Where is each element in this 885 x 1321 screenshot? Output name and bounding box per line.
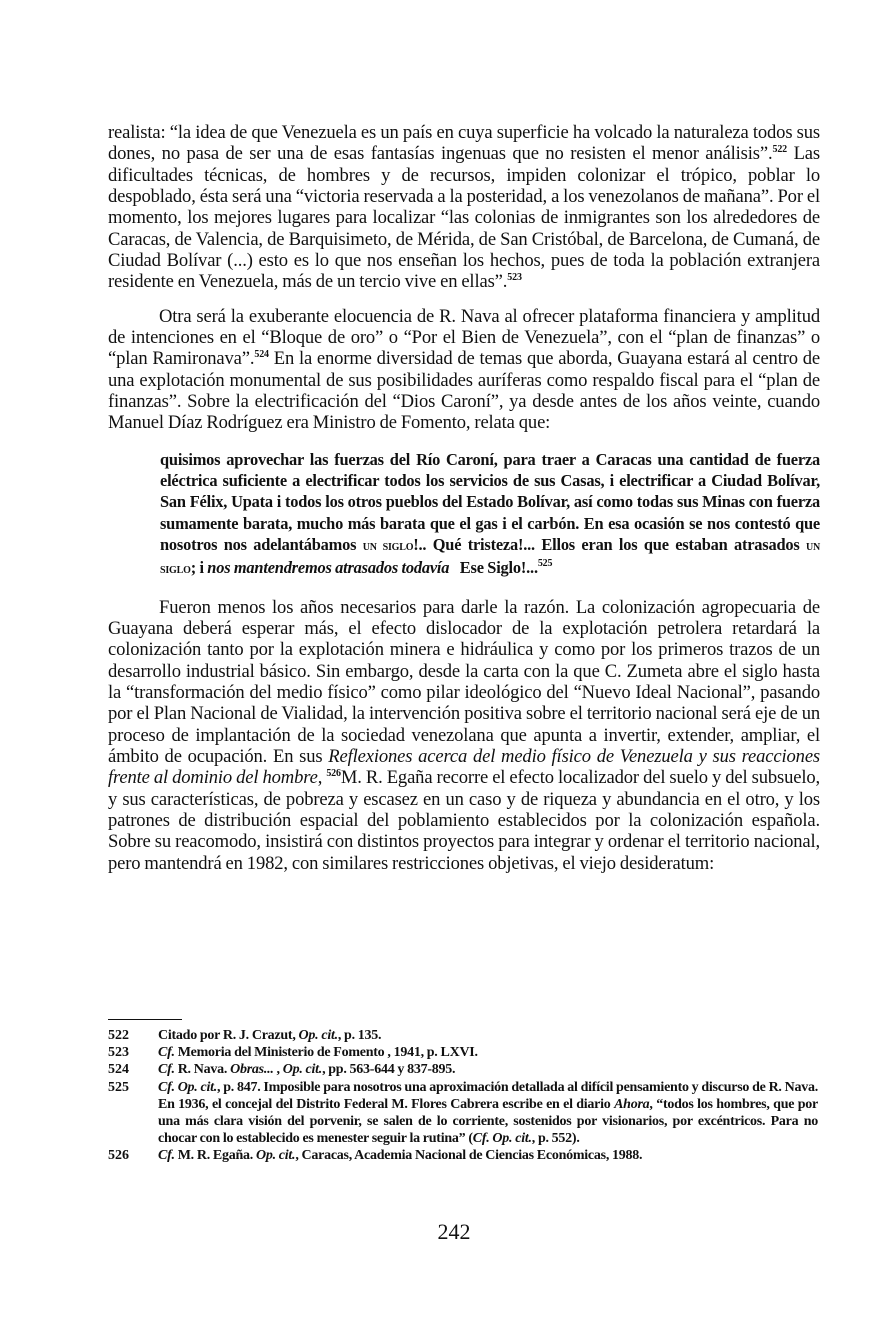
footnote-text: Cf. M. R. Egaña. Op. cit., Caracas, Academia Nacional de Ciencias Económicas, 1988. bbox=[158, 1148, 643, 1164]
paragraph-text: realista: “la idea de que Venezuela es un país en cuya superficie ha volcado la naturaleza todos sus dones, no pasa de ser una de esas fantasías ingenuas que no resisten el menor análisis”. bbox=[108, 122, 820, 165]
paragraph-text: Fueron menos los años necesarios para darle la razón. La colonización agropecuaria de Guayana deberá esperar más, el efecto dislocador de la explotación petrolera retardará la colonización tanto por la explotación minera e hidráulica y como por los primeros trazos de un desarrollo industrial básico. Sin embargo, desde la carta con la que C. Zumeta abre el siglo hasta la “transformación del medio físico” como pilar ideológico del “Nuevo Ideal Nacional”, pasando por el Plan Nacional de Vialidad, la intervención positiva sobre el territorio nacional será eje de un proceso de implantación de la sociedad venezolana que apunta a invertir, extender, ampliar, el ámbito de ocupación. En sus bbox=[108, 596, 820, 767]
paragraph-text: En la enorme diversidad de temas que aborda, Guayana estará al centro de una explotación monumental de sus posibilidades auríferas como respaldo fiscal para el “plan de finanzas”. Sobre la electrificación del “Dios Caroní”, ya desde antes de los años veinte, cuando Manuel Díaz Rodríguez era Ministro de Fomento, relata que: bbox=[108, 348, 820, 434]
small-caps-text: un siglo bbox=[160, 539, 821, 578]
footnote-number: 526 bbox=[108, 1148, 129, 1164]
footnote-number: 523 bbox=[108, 1045, 129, 1061]
block-quote bbox=[160, 449, 820, 581]
footnote-ref-526[interactable]: 526 bbox=[326, 768, 341, 780]
footnote-ref-523[interactable]: 523 bbox=[507, 272, 522, 284]
footnote-number: 524 bbox=[108, 1062, 129, 1078]
book-title: Reflexiones acerca del medio físico de Venezuela y sus reacciones frente al dominio del hombre bbox=[108, 746, 821, 789]
footnote-522 bbox=[108, 1027, 820, 1044]
quote-text: !.. Qué tristeza!... Ellos eran los que estaban atrasados bbox=[413, 535, 806, 554]
small-caps-text: un siglo bbox=[362, 539, 414, 554]
main-text bbox=[108, 122, 820, 874]
paragraph-text: Las dificultades técnicas, de hombres y de recursos, impiden colonizar el trópico, poblar lo despoblado, ésta será una “victoria reservada a la posteridad, a los venezolanos de mañana”. Por el momento, los mejores lugares para localizar “las colonias de inmigrantes son los alrededores de Caracas, de Valencia, de Barquisimeto, de Mérida, de San Cristóbal, de Barcelona, de Cumaná, de Ciudad Bolívar (...) esto es lo que nos enseñan los hechos, pues de toda la población extranjera residente en Venezuela, más de un tercio vive en ellas”. bbox=[108, 143, 820, 293]
paragraph-text: , bbox=[317, 767, 327, 789]
footnote-ref-524[interactable]: 524 bbox=[254, 349, 269, 361]
quote-text: quisimos aprovechar las fuerzas del Río Caroní, para traer a Caracas una cantidad de fuerza eléctrica suficiente a electrificar todos los servicios de sus Casas, i electrificar a Ciudad Bolívar, San Félix, Upata i todos los otros pueblos del Estado Bolívar, así como todas sus Minas con fuerza sumamente barata, mucho más barata que el gas i el carbón. En esa ocasión se nos contestó que nosotros nos adelantábamos bbox=[160, 449, 820, 554]
footnote-526 bbox=[108, 1147, 820, 1164]
footnote-523 bbox=[108, 1044, 820, 1061]
paragraph-3 bbox=[108, 597, 820, 874]
page-number: 242 bbox=[437, 1219, 471, 1244]
italic-text: nos mantendremos atrasados todavía bbox=[207, 558, 450, 578]
paragraph-text: Otra será la exuberante elocuencia de R. Nava al ofrecer plataforma financiera y amplitud de intenciones en el “Bloque de oro” o “Por el Bien de Venezuela”, con el “plan de finanzas” o “plan Ramironava”. bbox=[108, 305, 820, 370]
footnotes bbox=[108, 1027, 820, 1165]
footnote-524 bbox=[108, 1061, 820, 1078]
paragraph-2 bbox=[108, 306, 820, 434]
footnote-525 bbox=[108, 1079, 820, 1148]
footnote-ref-525[interactable]: 525 bbox=[537, 558, 553, 570]
footnote-number: 525 bbox=[108, 1079, 129, 1095]
footnote-text: Cf. R. Nava. Obras... , Op. cit., pp. 563-644 y 837-895. bbox=[158, 1062, 456, 1078]
footnote-number: 522 bbox=[108, 1028, 129, 1043]
quote-text: Ese Siglo!... bbox=[449, 558, 538, 578]
footnote-divider bbox=[108, 1019, 182, 1020]
footnote-text: Citado por R. J. Crazut, Op. cit., p. 135. bbox=[158, 1028, 382, 1043]
footnote-text: Cf. Memoria del Ministerio de Fomento , 1941, p. LXVI. bbox=[158, 1045, 478, 1061]
quote-text: ; i bbox=[190, 558, 208, 578]
paragraph-text: M. R. Egaña recorre el efecto localizador del suelo y del subsuelo, y sus características, de pobreza y escasez en un caso y de riqueza y abundancia en el otro, y los patrones de distribución espacial del poblamiento establecidos por la colonización española. Sobre su reacomodo, insistirá con distintos proyectos para integrar y ordenar el territorio nacional, pero mantendrá en 1982, con similares restricciones objetivas, el viejo desideratum: bbox=[108, 767, 821, 874]
footnote-text: Cf. Op. cit., p. 847. Imposible para nosotros una aproximación detallada al difícil pensamiento y discurso de R. Nava. En 1936, el concejal del Distrito Federal M. Flores Cabrera escribe en el diario Ahora, “todos los hombres, que por una más clara visión del porvenir, se salen de lo corriente, sostenidos por visionarios, por excéntricos. Para no chocar con lo establecido es menester seguir la rutina” (Cf. Op. cit., p. 552). bbox=[158, 1079, 818, 1147]
paragraph-1 bbox=[108, 122, 820, 293]
footnote-ref-522[interactable]: 522 bbox=[772, 144, 788, 156]
